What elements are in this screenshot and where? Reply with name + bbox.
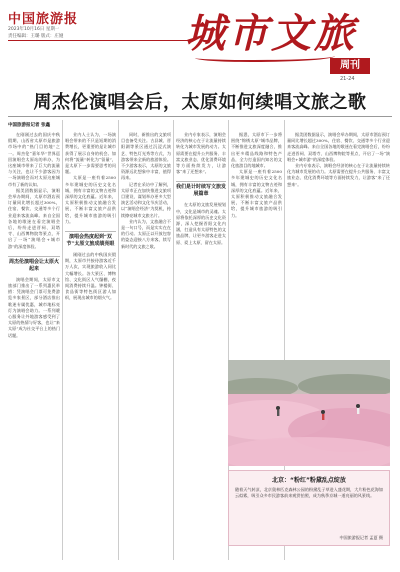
masthead-rule [8,40,190,41]
paragraph: 在刚刚过去的国庆中秋假期，山西省太原市是旅游市场中的“热门目的地”之一。周杰伦“嘉年华”世界巡回演唱会太原站的举办，为这座城市带来了巨大的流量与关注，也让不少游客因为一场演唱会而对太原这座城市有了新的认知。 [8,132,60,187]
paragraph: 刚刚过去的中秋国庆假期，太原市共接待游客近千万人次，实现旅游收入同比大幅增长。各大景区、博物馆、文化街区人气爆棚，夜间消费持续升温。钟楼街、食品街等特色街区游人如织，展现出城市的烟火气。 [65,252,116,301]
photo-caption-title: 北京：“粉红”粉黛乱点绽放 [272,477,346,484]
article-column-1 [8,132,60,562]
article-column-2 [65,132,116,562]
paragraph: 业内专家表示，演唱会经济的核心在于让流量持续转化为城市发展的动力。太原需要在提升公共服务、丰富文旅业态、优化消费环境等方面持续发力，让游客“来了还想来”。 [287,163,390,187]
article-byline: 中国旅游报记者 张鑫 [8,123,51,128]
subheading: 我们是计时续写文旅发展篇章 [176,181,226,198]
column-divider [173,120,174,560]
article-headline: 周杰伦演唱会后，太原如何续唱文旅之歌 [33,92,367,113]
section-title: 城市文旅 [185,10,357,57]
article-column-5 [231,132,282,358]
photo-caption-text: 随着天气转凉，北京奥林匹克森林公园的粉黛乱子草进入盛花期，大片粉色花海如云似雾，吸引众多市民游客前来观赏拍照，成为秋季京城一道亮丽的风景线。 [235,487,383,498]
subheading: 周杰伦演唱会让太原火起来 [8,256,60,273]
paragraph: 业内专家表示，演唱会经济的核心在于让流量持续转化为城市发展的动力。太原需要在提升公共服务、丰富文旅业态、优化消费环境等方面持续发力，让游客“来了还想来”。 [176,132,226,175]
newspaper-logo: 中国旅游报 [8,12,79,27]
paragraph: 同时，新推出的文旅项目也备受关注。古县城、晋阳湖等景区通过沉浸式演艺、特色灯光秀等方式，为游客带来全新的旅游体验。不少游客表示，太原的文旅资源远比想象中丰富，值得再来。 [121,132,171,181]
paragraph: 太原是一座有着2500多年建城史的历史文化名城，拥有丰富的文物古迹和深厚的文化底蕴。近年来，太原积极推动文旅融合发展，不断丰富文旅产品供给，提升城市旅游的吸引力。 [65,175,116,224]
pink-grass-photo [228,360,390,466]
paragraph: 业内认为，文旅融合不是一句口号，而是实实在在的行动。太原正以开放包容的姿态迎接八方来客，续写新时代的文旅之歌。 [121,218,171,249]
paragraph: 太原是一座有着2500多年建城史的历史文化名城，拥有丰富的文物古迹和深厚的文化底蕴。近年来，太原积极推动文旅融合发展，不断丰富文旅产品供给，提升城市旅游的吸引力。 [231,169,282,218]
article-column-3 [121,132,171,562]
headline-rule [8,116,392,117]
paragraph: 据悉，太原市下一步将围绕“锦绣太原”城市品牌，不断推进文旅深度融合，推出更多精品线路和特色产品，全力打造国内知名的文化旅游目的地城市。 [231,132,282,169]
issue-info [8,26,63,40]
weekly-badge: 周刊 [330,58,370,74]
article-column-4 [176,132,226,562]
paragraph: 业内人士认为，一场演唱会带来的不只是短期的消费增长，更重要的是让城市获得了展示自身的机会。如何将“流量”转化为“留量”，是太原下一步需要思考的问题。 [65,132,116,175]
subheading: 演唱会热度起到“双节”太原文旅成绩亮眼 [65,231,116,248]
paragraph: 在太原的文旅发展规划中，文化是城市的灵魂。太原将依托深厚的历史文化资源，深入挖掘晋阳文化内涵，打造具有太原特色的文旅品牌，让更多游客走进太原、爱上太原、留在太原。 [176,202,226,245]
article-column-6 [287,132,390,358]
photo-scene [228,360,390,466]
paragraph: 演唱会期间，太原市文旅部门推出了一系列惠民举措：凭演唱会门票可免费游览多家景区，部分酒店推出歌迷专属优惠，城市地标亮灯为演唱会助力。一系列暖心服务让外地游客感受到了太原的热情与好客，也让“来太原”成为社交平台上的热门话题。 [8,276,60,338]
column-divider [62,120,63,560]
issue-date: 2023年10月16日 星期一 [8,27,60,32]
paragraph: 据美团数据显示，演唱会举办期间，太原市酒店预订量同比增长超过300%，住宿、餐饮、交通等多个行业迎来客流高峰。来自全国各地的歌迷在看完演唱会后，纷纷走进晋祠、双塔寺、山西博物院等景点，开启了一场“演唱会+城市游”的深度体验。 [287,132,390,162]
issue-editors: 责任编辑：王璐 版式：庄娅 [8,34,64,39]
photo-caption-box [228,470,390,546]
decorative-swoosh [195,52,335,62]
masthead [0,0,400,84]
column-divider [118,120,119,560]
page-number: 21-24 [340,76,355,82]
paragraph: 记者在采访中了解到，太原市正在加快推进文旅项目建设，谋划举办更多大型演艺活动和文化节庆活动，以“演唱会经济”为契机，持续擦亮城市文旅名片。 [121,181,171,218]
paragraph: 据美团数据显示，演唱会举办期间，太原市酒店预订量同比增长超过300%，住宿、餐饮、交通等多个行业迎来客流高峰。来自全国各地的歌迷在看完演唱会后，纷纷走进晋祠、双塔寺、山西博物院等景点，开启了一场“演唱会+城市游”的深度体验。 [8,187,60,249]
photo-credit: 中国旅游报记者 孟夏 摄 [339,535,383,540]
